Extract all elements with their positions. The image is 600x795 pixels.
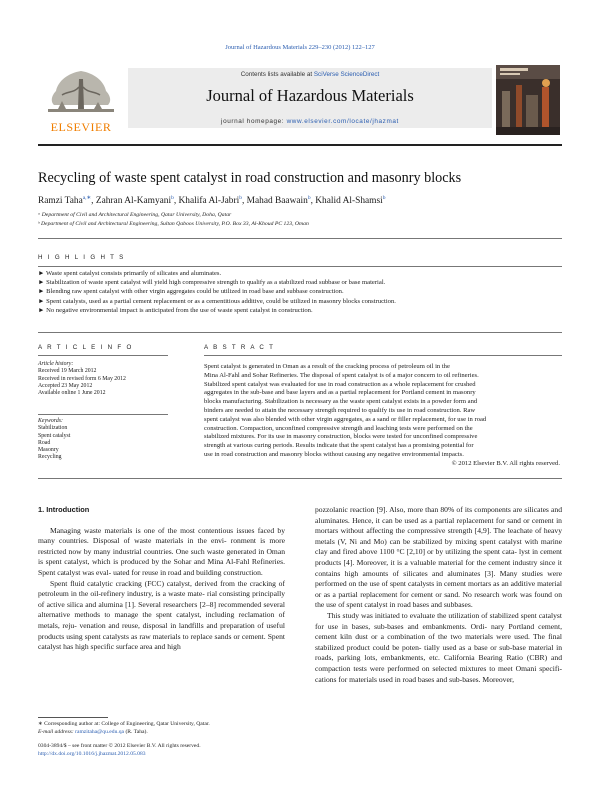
introduction-heading: 1. Introduction: [38, 505, 90, 514]
divider: [38, 238, 562, 239]
author-affiliation-marker[interactable]: b: [239, 195, 242, 201]
body-line: ronment is more restricted now by many industrial countries. One: [38, 536, 285, 556]
body-line: spent catalyst for use in bases, sub-bases and embankments. Ordi-: [315, 610, 562, 631]
email-label: E-mail address:: [38, 729, 76, 735]
body-line: the use of spent catalyst in road bases and subbases.: [315, 600, 473, 610]
author-name: Zahran Al-Kamyani: [95, 196, 172, 207]
keyword: Road: [38, 439, 51, 446]
body-line: researchers [2–8] recommended several alternative methods to: [38, 599, 285, 620]
abstract-line: stabilized mixtures. For its use in masonry construction, blocks were tested for unconfined compressive: [204, 433, 478, 441]
history-date: Accepted 23 May 2012: [38, 382, 93, 389]
left-column-text: [38, 526, 285, 653]
author-list: Ramzi Taha$^{a,∗}$, Zahran Al-Kamyani$^b$, Khalifa Al-Jabri$^b$, Mahad Baawain$^b$, Khalid Al-Shamsi$^b$: [38, 195, 386, 207]
body-line: cations for materials used in road bases and sub-bases. Moreover,: [315, 674, 514, 684]
keyword: Spent catalyst: [38, 432, 71, 439]
elsevier-logo: [38, 65, 124, 135]
body-line: products using spent catalysts as raw materials to replace sands: [38, 631, 232, 641]
masthead: [38, 65, 560, 138]
homepage-link[interactable]: www.elsevier.com/locate/jhazmat: [286, 118, 399, 125]
author-name: Mahad Baawain: [246, 196, 308, 207]
divider: [38, 478, 562, 479]
body-line: and Mo) can be stabilized by mixing spent catalyst with marine: [359, 536, 562, 546]
abstract-line: Spent catalyst is generated in Oman as a result of the cracking process of petroleum oil in the: [204, 363, 450, 370]
keywords-label: Keywords:: [38, 418, 63, 424]
body-line: faced by many countries. Disposal of waste materials in the envi-: [38, 525, 285, 546]
right-column: [315, 505, 562, 685]
keyword: Stabilization: [38, 425, 68, 432]
body-line: cracking of petroleum in the oil-refinery industry, is a waste mate-: [38, 578, 286, 599]
email-link[interactable]: ramzitaha@qu.edu.qa: [75, 729, 125, 735]
body-line: uated for reuse in road and building construction.: [113, 567, 263, 577]
body-line: aluminates [3]. Many studies were performed on the use of spent: [315, 568, 562, 589]
keyword: Recycling: [38, 454, 62, 461]
author-name: Khalifa Al-Jabri: [178, 196, 240, 207]
author-affiliation-marker[interactable]: b: [307, 195, 311, 201]
email-suffix: (R. Taha).: [124, 729, 148, 735]
body-paragraph: [38, 526, 285, 579]
keywords: [38, 418, 168, 462]
body-paragraph: [315, 505, 562, 611]
copyright-notice: © 2012 Elsevier B.V. All rights reserved.: [451, 459, 560, 467]
journal-title: Journal of Hazardous Materials: [206, 86, 414, 105]
divider: [204, 355, 562, 356]
history-date: Available online 1 June 2012: [38, 390, 106, 397]
body-line: replacement for sand or cement in mortars without affecting the: [315, 515, 562, 536]
body-line: venation and reuse, disposal in landfills and preparation of useful: [79, 620, 285, 630]
divider: [38, 332, 562, 333]
doi-link[interactable]: http://dx.doi.org/10.1016/j.jhazmat.2012.05.083: [38, 751, 146, 757]
body-paragraph: [315, 611, 562, 685]
abstract-line: use in road construction and masonry blocks without causing any negative environmental impacts.: [204, 450, 464, 458]
header-rule: [38, 144, 562, 146]
body-line: clay and fired above 1100 °C [2,10] or by utilizing the spent cata-: [315, 547, 517, 557]
highlight-item: ► Spent catalysts, used as a partial cement replacement or as a cementitious additive, could be utilized in masonry blocks construction.: [38, 297, 396, 305]
history-date: Received in revised form 6 May 2012: [38, 375, 126, 382]
contents-line: [128, 71, 492, 78]
email-note: [38, 729, 148, 736]
contents-prefix: Contents lists available at: [240, 71, 314, 78]
author-name: Khalid Al-Shamsi: [315, 196, 383, 207]
body-line: rial consisting principally of active silica and alumina [1]. Several: [38, 589, 285, 609]
body-line: the cement industry since it contains high amounts of silicates and: [315, 557, 562, 578]
body-line: Managing waste materials is one of the most contentious issues: [50, 525, 255, 535]
abstract-line: blocks manufacturing. Stabilization is necessary as the waste spent catalyst exists in a powder form and: [204, 398, 478, 406]
doi-line: [38, 751, 146, 758]
divider: [38, 266, 562, 267]
sciencedirect-link[interactable]: SciVerse ScienceDirect: [313, 71, 380, 78]
author-name: Ramzi Taha: [38, 196, 83, 207]
body-line: replacement for cement or sand. No research work was found on: [360, 589, 562, 599]
footnote-rule: [38, 717, 108, 718]
abstract-body: [204, 363, 560, 469]
issn-line: 0304-3894/$ – see front matter © 2012 Elsevier B.V. All rights reserved.: [38, 743, 201, 749]
article-title: Recycling of waste spent catalyst in road construction and masonry blocks: [38, 170, 462, 186]
publisher-wordmark: ELSEVIER: [50, 120, 112, 134]
abstract-line: aggregates in the sub-base and base layers and as a partial replacement for Portland cement in masonry: [204, 389, 476, 397]
body-line: such waste generated in Oman is spent catalyst, which is produced: [38, 546, 286, 567]
body-line: tially used as a base or sub-base material in roads, parking lots,: [315, 642, 562, 663]
body-line: pozzolanic reaction [9]. Also, more than 80% of its components: [315, 505, 511, 514]
body-line: Spent fluid catalytic cracking (FCC) catalyst, derived from the: [50, 578, 247, 588]
journal-reference[interactable]: Journal of Hazardous Materials 229–230 (2012) 122–127: [225, 44, 375, 51]
affiliation-b: ᵇ Department of Civil and Architectural Engineering, Sultan Qaboos University, P.O. Box 33, Al-Khoud PC 123, Oman: [38, 221, 309, 227]
history-label: Article history:: [38, 361, 74, 367]
highlight-item: ► Blending raw spent catalyst with other virgin aggregates could be utilized in road base and subbase construction.: [38, 288, 344, 296]
right-column-text: [315, 505, 562, 685]
highlight-item: ► Waste spent catalyst consists primarily of silicates and aluminates.: [38, 270, 222, 277]
body-line: compressive strength [4,9]. The leachate of heavy metals (V, Ni: [315, 526, 562, 546]
article-info-heading: A R T I C L E I N F O: [38, 344, 134, 351]
body-line: nary Portland cement, cement kiln dust or a combination of the two: [315, 621, 562, 642]
abstract-line: strength at various curing periods. Results indicate that the spent catalyst has a promising potential for: [204, 442, 474, 450]
body-line: or cement. Spent catalyst has high specific surface area and high: [38, 631, 286, 652]
journal-banner: [128, 68, 492, 128]
author-affiliation-marker[interactable]: a,∗: [82, 195, 92, 201]
abstract-line: spent catalyst was also blended with other virgin aggregates, as a sand or filler replacement, for use in road: [204, 415, 487, 423]
body-line: tests were performed on selected mixtures to meet Omani specifi-: [353, 663, 562, 673]
body-line: by the Sohar and Mina Al-Fahl Refineries. Spent catalyst was eval-: [38, 557, 285, 577]
left-column: [38, 505, 285, 653]
affiliation-a: ᵃ Department of Civil and Architectural Engineering, Qatar University, Doha, Qatar: [38, 212, 232, 218]
homepage-prefix: journal homepage:: [221, 118, 287, 125]
abstract-line: Mina Al-Fahl and Sohar Refineries. The disposal of spent catalyst is of a major concern to oil refineries.: [204, 371, 479, 379]
divider: [38, 355, 168, 356]
divider: [38, 414, 168, 415]
body-line: embankments, etc. California Bearing Ratio (CBR) and compaction: [315, 653, 562, 673]
body-line: are silicates and aluminates. Hence, it can be used as a partial: [315, 505, 562, 525]
highlights-list: [38, 269, 562, 315]
author-affiliation-marker[interactable]: b: [382, 195, 386, 201]
body-paragraph: [38, 579, 285, 653]
body-line: manage the spent catalyst, including reclamation of metals, reju-: [38, 610, 285, 630]
body-line: catalysts in cement mortars as an additive material or as a partial: [315, 579, 563, 599]
abstract-line: Stabilized spent catalyst was evaluated for use in road construction as a whole replacement for crushed: [204, 380, 476, 388]
highlight-item: ► No negative environmental impact is anticipated from the use of waste spent catalyst in construction.: [38, 306, 313, 314]
history-date: Received 19 March 2012: [38, 368, 97, 375]
abstract-line: construction. Compaction, unconfined compressive strength and leaching tests were performed on the: [204, 424, 473, 432]
article-history: [38, 361, 168, 397]
body-line: This study was initiated to evaluate the utilization of stabilized: [327, 610, 519, 620]
keyword: Masonry: [38, 447, 59, 454]
body-line: lyst in cement products [4]. Moreover, it is a valuable material for: [315, 547, 562, 567]
abstract-line: binders are needed to attain the necessary strength required to qualify its use in road construction. Raw: [204, 406, 476, 414]
body-line: materials were used. The final stabilized product could be poten-: [315, 632, 562, 652]
author-affiliation-marker[interactable]: b: [171, 195, 174, 201]
corresponding-author-note: ∗ Corresponding author at: College of Engineering, Qatar University, Qatar.: [38, 721, 210, 727]
journal-cover-image: [496, 65, 560, 135]
highlight-item: ► Stabilization of waste spent catalyst will yield high compressive strength to qualify as a stabilized road subbase or base material.: [38, 279, 386, 287]
abstract-heading: A B S T R A C T: [204, 344, 275, 351]
highlights-heading: H I G H L I G H T S: [38, 254, 126, 261]
homepage-line: [128, 118, 492, 125]
